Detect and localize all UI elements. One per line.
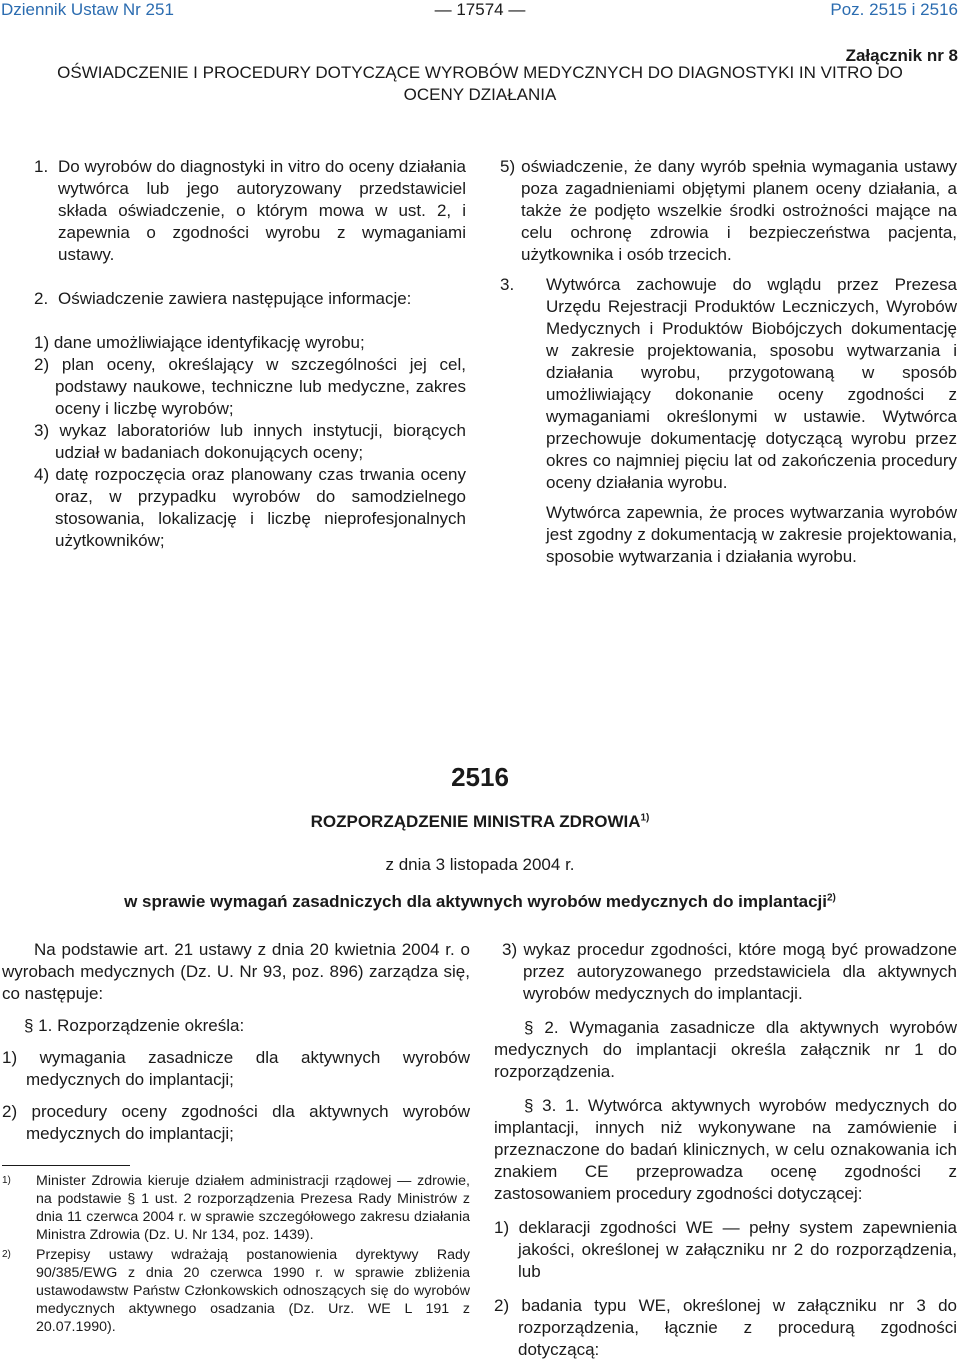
page-header xyxy=(0,0,960,22)
list-item: 1) deklaracji zgodności WE — pełny system zapewnienia jakości, określonej w załączniku nr 2 do rozporządzenia, lub xyxy=(494,1218,957,1281)
footnote xyxy=(0,1246,470,1336)
page-number: — 17574 — xyxy=(434,0,526,19)
regulation-title xyxy=(0,812,960,832)
regulation-date: z dnia 3 listopada 2004 r. xyxy=(385,855,575,874)
position-ref: Poz. 2515 i 2516 xyxy=(830,0,958,19)
preamble: Na podstawie art. 21 ustawy z dnia 20 kwietnia 2004 r. o wyrobach medycznych (Dz. U. Nr 93, poz. 896) zarządza się, co następuje: xyxy=(2,940,470,1003)
list-item: 1) wymagania zasadnicze dla aktywnych wyrobów medycznych do implantacji; xyxy=(2,1048,470,1089)
footnote-ref: 2) xyxy=(826,892,836,904)
section-2: § 2. Wymagania zasadnicze dla aktywnych wyrobów medycznych do implantacji określa załącznik nr 1 do rozporządzenia. xyxy=(494,1018,957,1081)
list-item: 4) datę rozpoczęcia oraz planowany czas trwania oceny oraz, w przypadku wyrobów do samodzielnego stosowania, lokalizację i liczbę nieprofesjonalnych użytkowników; xyxy=(34,465,466,550)
paragraph-text: Oświadczenie zawiera następujące informacje: xyxy=(58,289,412,308)
journal-title: Dziennik Ustaw Nr 251 xyxy=(1,0,174,19)
footnote-mark: 1) xyxy=(2,1175,11,1186)
annex-paragraph-2 xyxy=(34,288,466,310)
footnote-text: Minister Zdrowia kieruje działem administracji rządowej — zdrowie, na podstawie § 1 ust. 2 rozporządzenia Prezesa Rady Ministrów z dnia 11 czerwca 2004 r. w sprawie szczegółowego zakresu działania Ministra Zdrowia (Dz. U. Nr 134, poz. 1439). xyxy=(36,1173,470,1243)
paragraph-number: 1. xyxy=(34,157,49,176)
paragraph-number: 2. xyxy=(34,289,49,308)
regulation-number: 2516 xyxy=(451,762,509,792)
annex-label: Załącznik nr 8 xyxy=(845,46,958,65)
regulation-right-column xyxy=(494,939,957,1361)
paragraph-text: Do wyrobów do diagnostyki in vitro do oceny działania wytwórca lub jego autoryzowany przedstawiciel składa oświadczenie, o którym mowa w ust. 2, i zapewnia o zgodności wyrobu z wymaganiami ustawy. xyxy=(58,157,466,264)
annex-left-column xyxy=(34,156,466,552)
list-item: 3) wykaz procedur zgodności, które mogą być prowadzone przez autoryzowanego przedstawiciela dla aktywnych wyrobów medycznych do implantacji. xyxy=(502,940,957,1003)
paragraph-number: 3. xyxy=(500,275,515,294)
annex-title-text: OŚWIADCZENIE I PROCEDURY DOTYCZĄCE WYROBÓW MEDYCZNYCH DO DIAGNOSTYKI IN VITRO DO OCENY DZIAŁANIA xyxy=(57,63,903,104)
list-item: 2) procedury oceny zgodności dla aktywnych wyrobów medycznych do implantacji; xyxy=(2,1102,470,1143)
annex-paragraph-3 xyxy=(500,274,957,494)
paragraph-text: Wytwórca zachowuje do wglądu przez Prezesa Urzędu Rejestracji Produktów Leczniczych, Wyrobów Medycznych i Produktów Biobójczych dokumentację w zakresie projektowania, sposobu wytwarzania i działania wyrobu, przygotowaną w sposób umożliwiający dokonanie oceny zgodności z wymaganiami określonymi w ustawie. Wytwórca przechowuje dokumentację dotyczącą wyrobu przez okres co najmniej pięciu lat od zakończenia procedury oceny działania wyrobu. xyxy=(546,275,957,492)
annex-title xyxy=(0,62,960,106)
footnote-ref: 1) xyxy=(640,812,650,824)
list-item: 5) oświadczenie, że dany wyrób spełnia wymagania ustawy poza zagadnieniami objętymi planem oceny działania, a także że podjęto wszelkie środki ostrożności mające na celu ochronę zdrowia i bezpieczeństwa pacjenta, użytkownika i osób trzecich. xyxy=(500,157,957,264)
regulation-left-column xyxy=(2,939,470,1145)
annex-paragraph-1 xyxy=(34,156,466,266)
paragraph-text: Wytwórca zapewnia, że proces wytwarzania wyrobów jest zgodny z dokumentacją w zakresie projektowania, sposobie wytwarzania i działania wyrobu. xyxy=(546,503,957,566)
regulation-subject xyxy=(0,892,960,912)
regulation-title-text: ROZPORZĄDZENIE MINISTRA ZDROWIA xyxy=(310,812,641,831)
regulation-subject-text: w sprawie wymagań zasadniczych dla aktywnych wyrobów medycznych do implantacji xyxy=(124,892,827,911)
footnote-divider xyxy=(2,1165,130,1166)
list-item: 2) badania typu WE, określonej w załączniku nr 3 do rozporządzenia, łącznie z procedurą zgodności dotyczącą: xyxy=(494,1296,957,1359)
list-item: 1) dane umożliwiające identyfikację wyrobu; xyxy=(34,333,365,352)
list-item: 2) plan oceny, określający w szczególności jej cel, podstawy naukowe, techniczne lub medyczne, zakres oceny i liczbę wyrobów; xyxy=(34,355,466,418)
section-1: § 1. Rozporządzenie określa: xyxy=(24,1016,245,1035)
footnote-text: Przepisy ustawy wdrażają postanowienia dyrektywy Rady 90/385/EWG z dnia 20 czerwca 1990 r. w sprawie zbliżenia ustawodawstw Państw Członkowskich odnoszących się do wyrobów medycznych aktywnego osadzania (Dz. Urz. WE L 191 z 20.07.1990). xyxy=(36,1247,470,1335)
footnote-mark: 2) xyxy=(2,1249,11,1260)
footnotes xyxy=(0,1172,470,1338)
list-item: 3) wykaz laboratoriów lub innych instytucji, biorących udział w badaniach dokonujących oceny; xyxy=(34,421,466,462)
section-3: § 3. 1. Wytwórca aktywnych wyrobów medycznych do implantacji, innych niż wykonywane na zamówienie i przeznaczone do badań klinicznych, w celu oznakowania ich znakiem CE przeprowadza ocenę zgodności z zastosowaniem procedury zgodności dotyczącej: xyxy=(494,1096,957,1203)
annex-right-column xyxy=(500,156,957,568)
footnote xyxy=(0,1172,470,1244)
